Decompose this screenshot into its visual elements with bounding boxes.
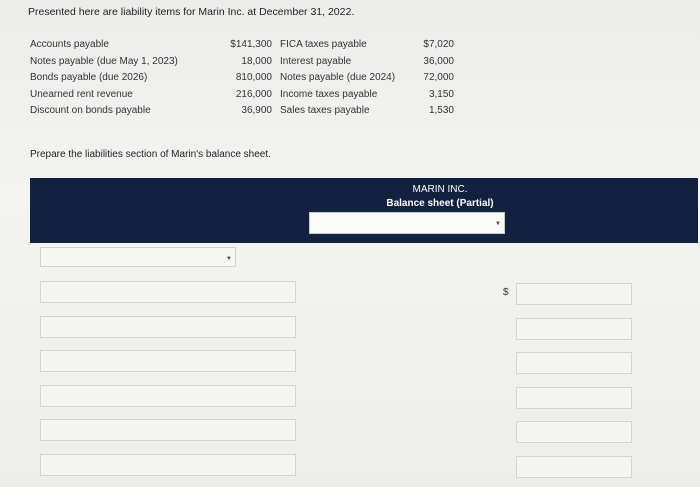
liability-label-input[interactable] (40, 316, 296, 338)
currency-symbol: $ (503, 287, 509, 298)
liability-amount-input[interactable] (516, 387, 632, 409)
given-amount: 3,150 (428, 88, 454, 100)
section-dropdown[interactable] (40, 247, 236, 267)
liability-label-input[interactable] (40, 454, 296, 476)
given-label: Notes payable (due 2024) (280, 72, 396, 83)
liability-amount-input[interactable] (516, 421, 632, 443)
given-label: Discount on bonds payable (30, 105, 151, 116)
given-amount: 216,000 (235, 88, 272, 100)
instruction-text: Prepare the liabilities section of Marin's balance sheet. (30, 149, 271, 160)
liability-amount-input[interactable] (516, 352, 632, 374)
date-dropdown[interactable] (309, 212, 505, 234)
liability-label-input[interactable] (40, 281, 296, 303)
given-items-table (30, 37, 454, 119)
liability-amount-input[interactable] (516, 456, 632, 478)
liability-label-input[interactable] (40, 419, 296, 441)
given-amount: 810,000 (235, 72, 272, 83)
given-label: Notes payable (due May 1, 2023) (30, 55, 178, 67)
liability-label-input[interactable] (40, 385, 296, 407)
given-amount: $141,300 (230, 39, 272, 50)
company-name: MARIN INC. (412, 184, 468, 195)
given-amount: 18,000 (241, 55, 272, 67)
statement-title: Balance sheet (Partial) (386, 198, 494, 209)
given-label: Income taxes payable (280, 88, 378, 100)
liability-amount-input[interactable] (516, 318, 632, 340)
given-amount: $7,020 (423, 39, 454, 50)
statement-header (30, 178, 698, 243)
given-label: FICA taxes payable (280, 39, 367, 50)
chevron-down-icon: ▼ (495, 221, 501, 227)
chevron-down-icon: ▼ (226, 256, 232, 262)
given-amount: 36,000 (423, 55, 454, 67)
given-label: Interest payable (280, 55, 352, 67)
given-amount: 1,530 (428, 105, 454, 116)
liability-amount-input[interactable] (516, 283, 632, 305)
given-amount: 36,900 (241, 105, 272, 116)
given-label: Sales taxes payable (280, 105, 370, 116)
given-label: Unearned rent revenue (30, 88, 133, 100)
given-label: Accounts payable (30, 39, 109, 50)
given-label: Bonds payable (due 2026) (30, 72, 148, 83)
given-amount: 72,000 (423, 72, 454, 83)
intro-text: Presented here are liability items for Marin Inc. at December 31, 2022. (28, 6, 355, 18)
liability-label-input[interactable] (40, 350, 296, 372)
